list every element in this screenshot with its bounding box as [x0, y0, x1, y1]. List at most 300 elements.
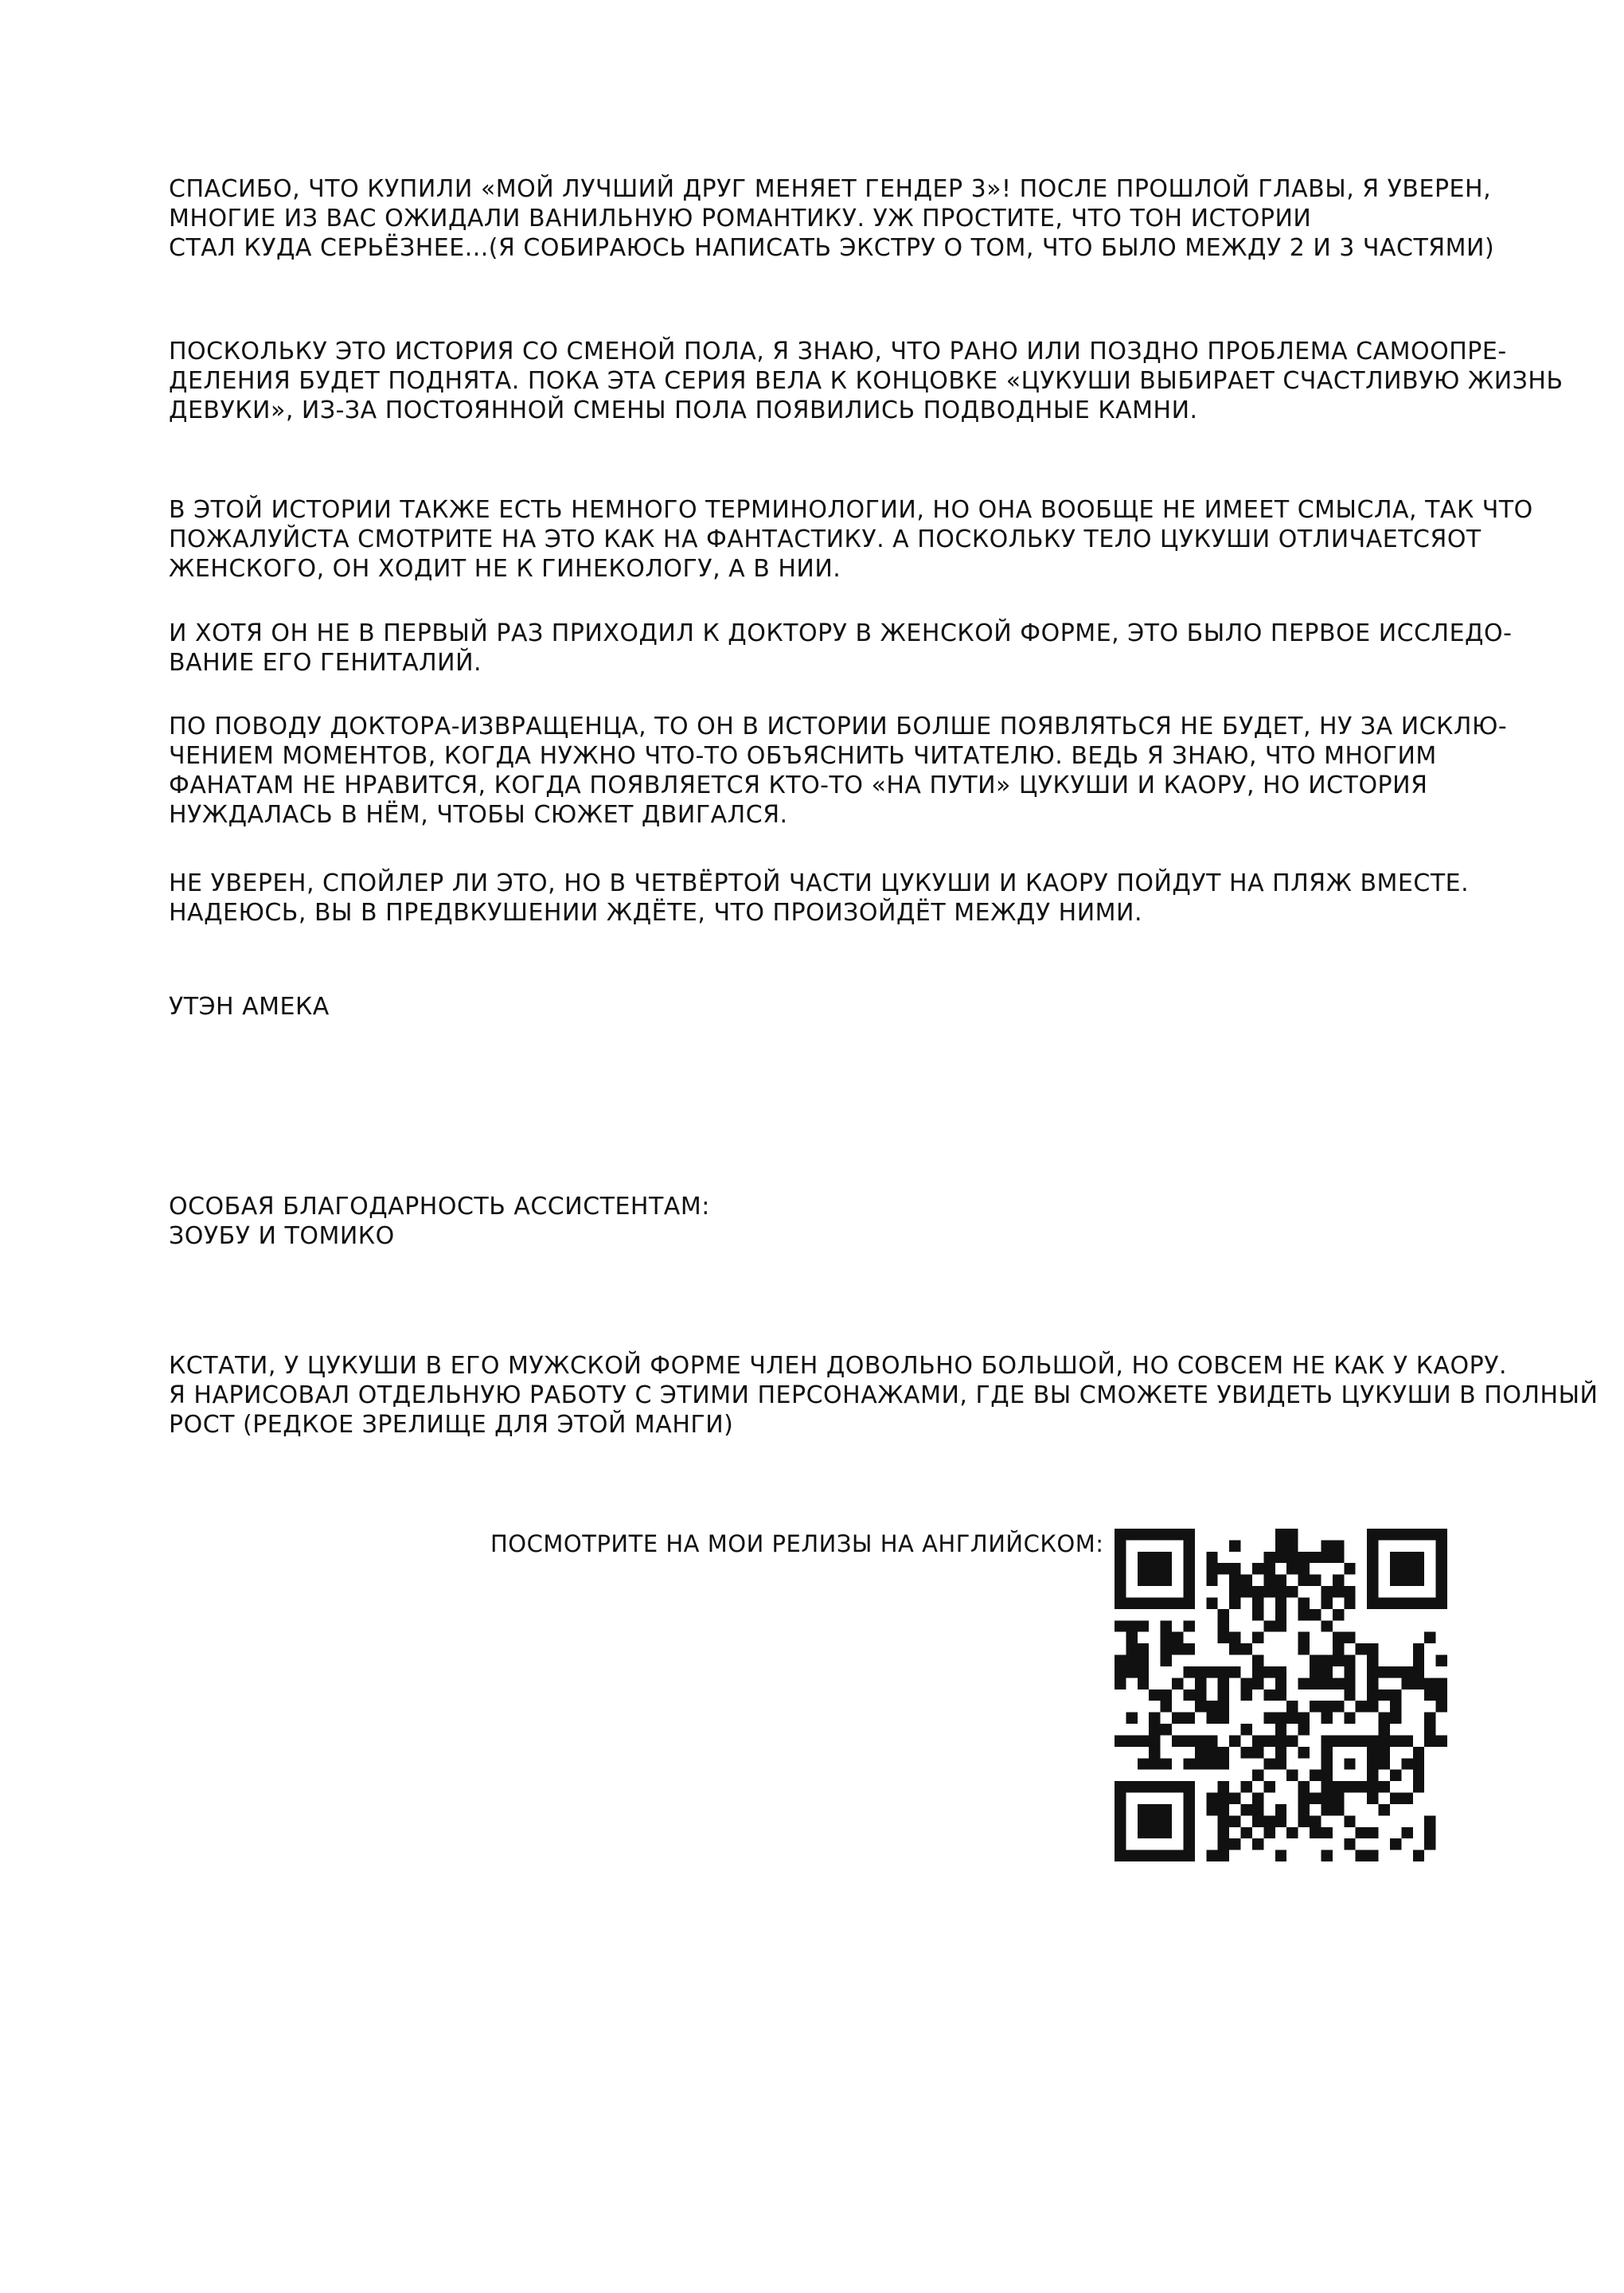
qr-module [1206, 1701, 1217, 1712]
qr-module [1356, 1827, 1367, 1838]
qr-module [1390, 1838, 1401, 1850]
qr-module [1321, 1827, 1332, 1838]
qr-module [1436, 1529, 1447, 1540]
qr-module [1321, 1655, 1332, 1666]
qr-module [1298, 1643, 1310, 1654]
qr-module [1310, 1609, 1321, 1620]
qr-caption: ПОСМОТРИТЕ НА МОИ РЕЛИЗЫ НА АНГЛИЙСКОМ: [490, 1530, 1104, 1557]
qr-module [1241, 1827, 1252, 1838]
qr-module [1310, 1770, 1321, 1781]
paragraph-doctor-character [169, 712, 1570, 830]
qr-module [1161, 1701, 1172, 1712]
qr-module [1161, 1575, 1172, 1586]
qr-module [1195, 1701, 1206, 1712]
qr-module [1252, 1804, 1263, 1815]
qr-module [1298, 1597, 1310, 1608]
qr-module [1172, 1632, 1183, 1643]
qr-module [1401, 1575, 1412, 1586]
qr-module [1321, 1713, 1332, 1724]
qr-module [1218, 1609, 1229, 1620]
qr-module [1367, 1529, 1378, 1540]
text-line: СТАЛ КУДА СЕРЬЁЗНЕЕ...(Я СОБИРАЮСЬ НАПИСАТЬ ЭКСТРУ О ТОМ, ЧТО БЫЛО МЕЖДУ 2 И 3 ЧАСТЯМИ) [169, 234, 1495, 262]
qr-module [1333, 1575, 1344, 1586]
qr-module [1379, 1713, 1390, 1724]
qr-module [1161, 1563, 1172, 1574]
qr-module [1263, 1586, 1275, 1597]
qr-module [1263, 1815, 1275, 1826]
qr-module [1161, 1632, 1172, 1643]
qr-module [1252, 1735, 1263, 1746]
qr-module [1321, 1781, 1332, 1792]
qr-module [1252, 1655, 1263, 1666]
qr-module [1241, 1643, 1252, 1654]
qr-module [1218, 1850, 1229, 1861]
qr-module [1424, 1815, 1435, 1826]
qr-module [1241, 1689, 1252, 1701]
qr-module [1252, 1632, 1263, 1643]
qr-module [1413, 1575, 1424, 1586]
qr-module [1424, 1838, 1435, 1850]
qr-module [1149, 1804, 1160, 1815]
qr-module [1401, 1597, 1412, 1608]
qr-module [1229, 1643, 1240, 1654]
qr-module [1401, 1563, 1412, 1574]
qr-module [1241, 1586, 1252, 1597]
qr-module [1344, 1666, 1355, 1678]
qr-module [1138, 1597, 1149, 1608]
qr-module [1401, 1793, 1412, 1804]
text-line: ОСОБАЯ БЛАГОДАРНОСТЬ АССИСТЕНТАМ: [169, 1193, 710, 1221]
qr-module [1115, 1552, 1126, 1563]
qr-module [1356, 1735, 1367, 1746]
qr-module [1161, 1655, 1172, 1666]
qr-module [1149, 1735, 1160, 1746]
qr-module [1206, 1552, 1217, 1563]
qr-module [1183, 1735, 1194, 1746]
qr-module [1379, 1666, 1390, 1678]
qr-module [1321, 1735, 1332, 1746]
qr-module [1172, 1713, 1183, 1724]
qr-module [1149, 1529, 1160, 1540]
qr-module [1149, 1758, 1160, 1769]
qr-module [1275, 1552, 1286, 1563]
text-line: ДЕВУКИ», ИЗ-ЗА ПОСТОЯННОЙ СМЕНЫ ПОЛА ПОЯВИЛИСЬ ПОДВОДНЫЕ КАМНИ. [169, 396, 1198, 424]
qr-module [1367, 1781, 1378, 1792]
qr-module [1126, 1655, 1137, 1666]
qr-module [1263, 1781, 1275, 1792]
qr-module [1436, 1575, 1447, 1586]
qr-module [1298, 1552, 1310, 1563]
qr-module [1390, 1689, 1401, 1701]
qr-module [1344, 1632, 1355, 1643]
qr-module [1161, 1552, 1172, 1563]
qr-module [1333, 1609, 1344, 1620]
qr-module [1424, 1678, 1435, 1689]
qr-module [1183, 1620, 1194, 1631]
qr-module [1333, 1793, 1344, 1804]
qr-module [1275, 1609, 1286, 1620]
author-name: УТЭН АМЕКА [169, 993, 330, 1021]
qr-module [1344, 1678, 1355, 1689]
qr-module [1229, 1575, 1240, 1586]
special-thanks [169, 1192, 1570, 1251]
text-line: В ЭТОЙ ИСТОРИИ ТАКЖЕ ЕСТЬ НЕМНОГО ТЕРМИНОЛОГИИ, НО ОНА ВООБЩЕ НЕ ИМЕЕТ СМЫСЛА, ТАК ЧТО [169, 496, 1533, 524]
qr-module [1286, 1827, 1298, 1838]
qr-module [1172, 1643, 1183, 1654]
paragraph-side-note [169, 1351, 1599, 1439]
qr-module [1333, 1735, 1344, 1746]
qr-module [1436, 1701, 1447, 1712]
qr-module [1183, 1689, 1194, 1701]
qr-module [1252, 1666, 1263, 1678]
qr-module [1138, 1827, 1149, 1838]
qr-module [1367, 1655, 1378, 1666]
qr-module [1161, 1689, 1172, 1701]
qr-module [1390, 1735, 1401, 1746]
qr-module [1126, 1632, 1137, 1643]
qr-module [1344, 1597, 1355, 1608]
qr-module [1275, 1678, 1286, 1689]
qr-module [1310, 1655, 1321, 1666]
qr-module [1321, 1758, 1332, 1769]
qr-module [1436, 1689, 1447, 1701]
qr-module [1149, 1597, 1160, 1608]
qr-module [1172, 1850, 1183, 1861]
qr-module [1172, 1529, 1183, 1540]
qr-module [1275, 1713, 1286, 1724]
qr-module [1275, 1747, 1286, 1758]
qr-module [1252, 1678, 1263, 1689]
qr-module [1195, 1735, 1206, 1746]
qr-module [1321, 1747, 1332, 1758]
qr-module [1367, 1563, 1378, 1574]
qr-module [1183, 1597, 1194, 1608]
qr-module [1321, 1804, 1332, 1815]
qr-module [1390, 1713, 1401, 1724]
qr-module [1263, 1563, 1275, 1574]
text-line: Я НАРИСОВАЛ ОТДЕЛЬНУЮ РАБОТУ С ЭТИМИ ПЕРСОНАЖАМИ, ГДЕ ВЫ СМОЖЕТЕ УВИДЕТЬ ЦУКУШИ В ПОЛНЫЙ [169, 1381, 1599, 1409]
qr-module [1115, 1620, 1126, 1631]
qr-module [1436, 1586, 1447, 1597]
qr-module [1218, 1701, 1229, 1712]
qr-module [1310, 1793, 1321, 1804]
qr-module [1321, 1770, 1332, 1781]
qr-module [1206, 1563, 1217, 1574]
qr-module [1333, 1701, 1344, 1712]
qr-module [1321, 1666, 1332, 1678]
qr-module [1183, 1563, 1194, 1574]
qr-module [1115, 1815, 1126, 1826]
text-line: ЖЕНСКОГО, ОН ХОДИТ НЕ К ГИНЕКОЛОГУ, А В НИИ. [169, 555, 841, 583]
qr-module [1161, 1758, 1172, 1769]
qr-module [1218, 1815, 1229, 1826]
qr-module [1183, 1804, 1194, 1815]
qr-module [1149, 1850, 1160, 1861]
qr-module [1195, 1678, 1206, 1689]
text-line: ПО ПОВОДУ ДОКТОРА-ИЗВРАЩЕНЦА, ТО ОН В ИСТОРИИ БОЛШЕ ПОЯВЛЯТЬСЯ НЕ БУДЕТ, НУ ЗА ИСКЛЮ- [169, 713, 1508, 740]
qr-module [1183, 1781, 1194, 1792]
qr-module [1275, 1758, 1286, 1769]
qr-module [1115, 1540, 1126, 1551]
qr-module [1413, 1678, 1424, 1689]
qr-module [1286, 1552, 1298, 1563]
qr-code-icon[interactable] [1115, 1529, 1447, 1861]
qr-module [1310, 1701, 1321, 1712]
text-line: ВАНИЕ ЕГО ГЕНИТАЛИЙ. [169, 649, 482, 677]
qr-module [1275, 1620, 1286, 1631]
qr-module [1195, 1747, 1206, 1758]
qr-module [1275, 1804, 1286, 1815]
qr-module [1241, 1575, 1252, 1586]
qr-module [1218, 1689, 1229, 1701]
qr-module [1424, 1827, 1435, 1838]
qr-module [1390, 1701, 1401, 1712]
qr-module [1344, 1655, 1355, 1666]
qr-module [1138, 1758, 1149, 1769]
qr-module [1252, 1586, 1263, 1597]
qr-module [1413, 1850, 1424, 1861]
qr-module [1333, 1632, 1344, 1643]
qr-module [1275, 1724, 1286, 1735]
qr-module [1218, 1781, 1229, 1792]
qr-module [1333, 1586, 1344, 1597]
qr-module [1310, 1815, 1321, 1826]
qr-module [1333, 1540, 1344, 1551]
qr-module [1138, 1781, 1149, 1792]
qr-module [1436, 1552, 1447, 1563]
qr-module [1379, 1724, 1390, 1735]
qr-module [1218, 1678, 1229, 1689]
qr-module [1115, 1529, 1126, 1540]
qr-module [1344, 1563, 1355, 1574]
qr-module [1275, 1529, 1286, 1540]
qr-module [1321, 1850, 1332, 1861]
qr-module [1367, 1540, 1378, 1551]
qr-module [1206, 1713, 1217, 1724]
qr-module [1241, 1724, 1252, 1735]
qr-module [1298, 1781, 1310, 1792]
qr-module [1401, 1827, 1412, 1838]
qr-module [1115, 1586, 1126, 1597]
qr-module [1275, 1735, 1286, 1746]
qr-module [1275, 1586, 1286, 1597]
qr-module [1229, 1735, 1240, 1746]
qr-module [1161, 1781, 1172, 1792]
qr-module [1390, 1529, 1401, 1540]
qr-module [1172, 1597, 1183, 1608]
qr-module [1161, 1620, 1172, 1631]
qr-module [1195, 1758, 1206, 1769]
qr-module [1321, 1793, 1332, 1804]
qr-module [1126, 1735, 1137, 1746]
qr-module [1298, 1815, 1310, 1826]
qr-module [1286, 1713, 1298, 1724]
qr-module [1321, 1540, 1332, 1551]
qr-module [1218, 1563, 1229, 1574]
qr-module [1161, 1724, 1172, 1735]
text-line: НАДЕЮСЬ, ВЫ В ПРЕДВКУШЕНИИ ЖДЁТЕ, ЧТО ПРОИЗОЙДЁТ МЕЖДУ НИМИ. [169, 899, 1142, 927]
qr-module [1390, 1770, 1401, 1781]
qr-module [1206, 1597, 1217, 1608]
qr-module [1241, 1804, 1252, 1815]
qr-module [1206, 1666, 1217, 1678]
qr-module [1344, 1781, 1355, 1792]
qr-module [1390, 1563, 1401, 1574]
paragraph-gender-identity [169, 337, 1570, 425]
qr-module [1218, 1827, 1229, 1838]
qr-module [1367, 1678, 1378, 1689]
qr-module [1379, 1758, 1390, 1769]
text-line: КСТАТИ, У ЦУКУШИ В ЕГО МУЖСКОЙ ФОРМЕ ЧЛЕН ДОВОЛЬНО БОЛЬШОЙ, НО СОВСЕМ НЕ КАК У КАОРУ. [169, 1352, 1508, 1380]
qr-module [1149, 1827, 1160, 1838]
qr-module [1367, 1575, 1378, 1586]
qr-module [1138, 1529, 1149, 1540]
qr-module [1344, 1713, 1355, 1724]
qr-module [1263, 1689, 1275, 1701]
qr-module [1286, 1735, 1298, 1746]
qr-module [1436, 1540, 1447, 1551]
qr-module [1436, 1563, 1447, 1574]
qr-module [1183, 1540, 1194, 1551]
qr-module [1367, 1793, 1378, 1804]
qr-module [1126, 1620, 1137, 1631]
qr-module [1252, 1563, 1263, 1574]
qr-module [1321, 1678, 1332, 1689]
qr-module [1183, 1529, 1194, 1540]
qr-module [1161, 1815, 1172, 1826]
qr-module [1218, 1793, 1229, 1804]
text-line: ЧЕНИЕМ МОМЕНТОВ, КОГДА НУЖНО ЧТО-ТО ОБЪЯСНИТЬ ЧИТАТЕЛЮ. ВЕДЬ Я ЗНАЮ, ЧТО МНОГИМ [169, 742, 1437, 770]
qr-module [1413, 1643, 1424, 1654]
qr-module [1379, 1781, 1390, 1792]
qr-module [1401, 1758, 1412, 1769]
qr-module [1218, 1747, 1229, 1758]
qr-module [1379, 1597, 1390, 1608]
qr-module [1229, 1666, 1240, 1678]
qr-module [1286, 1540, 1298, 1551]
qr-module [1161, 1597, 1172, 1608]
qr-module [1263, 1666, 1275, 1678]
qr-module [1367, 1758, 1378, 1769]
qr-module [1286, 1701, 1298, 1712]
qr-module [1252, 1770, 1263, 1781]
qr-module [1126, 1850, 1137, 1861]
qr-module [1138, 1666, 1149, 1678]
qr-module [1183, 1827, 1194, 1838]
qr-module [1367, 1701, 1378, 1712]
qr-module [1206, 1735, 1217, 1746]
qr-module [1115, 1597, 1126, 1608]
qr-module [1161, 1529, 1172, 1540]
qr-module [1195, 1689, 1206, 1701]
qr-module [1310, 1678, 1321, 1689]
qr-module [1183, 1575, 1194, 1586]
paragraph-thanks-for-buying [169, 174, 1570, 263]
qr-module [1401, 1529, 1412, 1540]
qr-module [1229, 1793, 1240, 1804]
qr-module [1379, 1529, 1390, 1540]
qr-module [1138, 1620, 1149, 1631]
qr-module [1206, 1758, 1217, 1769]
qr-module [1218, 1758, 1229, 1769]
qr-module [1138, 1563, 1149, 1574]
qr-module [1138, 1643, 1149, 1654]
qr-module [1263, 1735, 1275, 1746]
qr-module [1367, 1666, 1378, 1678]
qr-module [1436, 1678, 1447, 1689]
qr-module [1115, 1781, 1126, 1792]
qr-module [1298, 1747, 1310, 1758]
qr-module [1424, 1713, 1435, 1724]
qr-module [1263, 1713, 1275, 1724]
qr-module [1424, 1632, 1435, 1643]
text-line: НУЖДАЛАСЬ В НЁМ, ЧТОБЫ СЮЖЕТ ДВИГАЛСЯ. [169, 801, 788, 829]
qr-module [1275, 1689, 1286, 1701]
qr-module [1367, 1850, 1378, 1861]
qr-module [1263, 1575, 1275, 1586]
qr-module [1115, 1804, 1126, 1815]
qr-module [1138, 1655, 1149, 1666]
qr-module [1263, 1827, 1275, 1838]
qr-module [1310, 1666, 1321, 1678]
qr-module [1149, 1552, 1160, 1563]
qr-module [1275, 1540, 1286, 1551]
qr-module [1321, 1701, 1332, 1712]
qr-module [1275, 1815, 1286, 1826]
qr-module [1241, 1747, 1252, 1758]
paragraph-next-part [169, 869, 1570, 928]
qr-module [1390, 1793, 1401, 1804]
qr-module [1183, 1586, 1194, 1597]
qr-module [1310, 1552, 1321, 1563]
qr-module [1333, 1552, 1344, 1563]
qr-module [1321, 1552, 1332, 1563]
qr-module [1115, 1850, 1126, 1861]
qr-module [1413, 1529, 1424, 1540]
qr-module [1333, 1655, 1344, 1666]
qr-module [1206, 1575, 1217, 1586]
qr-module [1183, 1793, 1194, 1804]
qr-module [1241, 1678, 1252, 1689]
qr-module [1356, 1850, 1367, 1861]
qr-module [1183, 1713, 1194, 1724]
qr-module [1172, 1678, 1183, 1689]
qr-module [1344, 1689, 1355, 1701]
qr-module [1298, 1609, 1310, 1620]
qr-module [1333, 1643, 1344, 1654]
paragraph-doctor-visit [169, 619, 1570, 678]
qr-module [1367, 1552, 1378, 1563]
qr-module [1413, 1655, 1424, 1666]
qr-module [1115, 1678, 1126, 1689]
qr-module [1298, 1804, 1310, 1815]
qr-module [1183, 1758, 1194, 1769]
qr-module [1115, 1793, 1126, 1804]
qr-module [1401, 1552, 1412, 1563]
text-line: СПАСИБО, ЧТО КУПИЛИ «МОЙ ЛУЧШИЙ ДРУГ МЕНЯЕТ ГЕНДЕР 3»! ПОСЛЕ ПРОШЛОЙ ГЛАВЫ, Я УВЕРЕН, [169, 175, 1492, 203]
qr-module [1436, 1655, 1447, 1666]
qr-module [1138, 1815, 1149, 1826]
qr-module [1367, 1770, 1378, 1781]
text-line: МНОГИЕ ИЗ ВАС ОЖИДАЛИ ВАНИЛЬНУЮ РОМАНТИКУ. УЖ ПРОСТИТЕ, ЧТО ТОН ИСТОРИИ [169, 205, 1312, 232]
qr-module [1206, 1793, 1217, 1804]
qr-module [1413, 1563, 1424, 1574]
qr-module [1229, 1815, 1240, 1826]
qr-module [1138, 1850, 1149, 1861]
qr-module [1413, 1597, 1424, 1608]
qr-module [1298, 1678, 1310, 1689]
qr-module [1333, 1781, 1344, 1792]
